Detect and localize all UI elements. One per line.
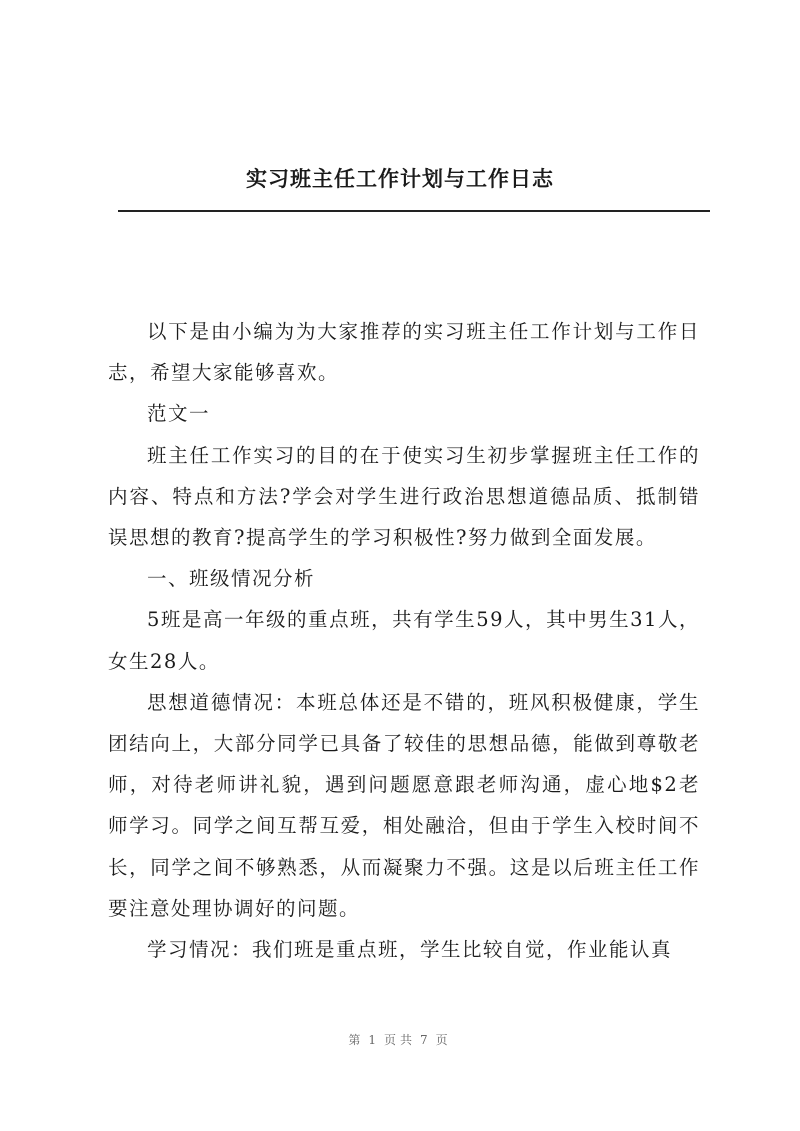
moral-paragraph: 思想道德情况：本班总体还是不错的，班风积极健康，学生团结向上，大部分同学已具备了较佳的思想品德，能做到尊敬老师，对待老师讲礼貌，遇到问题愿意跟老师沟通，虚心地$2老师学习。同学之间互帮互爱，相处融洽，但由于学生入校时间不长，同学之间不够熟悉，从而凝聚力不强。这是以后班主任工作要注意处理协调好的问题。 (108, 690, 700, 920)
footer-prefix: 第 (348, 1033, 365, 1047)
footer-total-pages: 7 (420, 1033, 432, 1047)
footer-page-number: 1 (368, 1033, 380, 1047)
purpose-paragraph: 班主任工作实习的目的在于使实习生初步掌握班主任工作的内容、特点和方法?学会对学生进行政治思想道德品质、抵制错误思想的教育?提高学生的学习积极性?努力做到全面发展。 (108, 443, 700, 550)
intro-paragraph: 以下是由小编为为大家推荐的实习班主任工作计划与工作日志，希望大家能够喜欢。 (108, 320, 700, 385)
section-heading: 一、班级情况分析 (147, 567, 316, 591)
document-body (108, 311, 700, 970)
document-title: 实习班主任工作计划与工作日志 (246, 166, 554, 191)
title-underline (118, 210, 710, 212)
page-footer (0, 1031, 800, 1048)
class-info-paragraph: 5班是高一年级的重点班，共有学生59人，其中男生31人，女生28人。 (108, 608, 700, 673)
section-label: 范文一 (147, 402, 211, 426)
study-paragraph: 学习情况：我们班是重点班，学生比较自觉，作业能认真 (147, 938, 673, 962)
footer-middle: 页共 (383, 1033, 416, 1047)
footer-suffix: 页 (435, 1033, 452, 1047)
